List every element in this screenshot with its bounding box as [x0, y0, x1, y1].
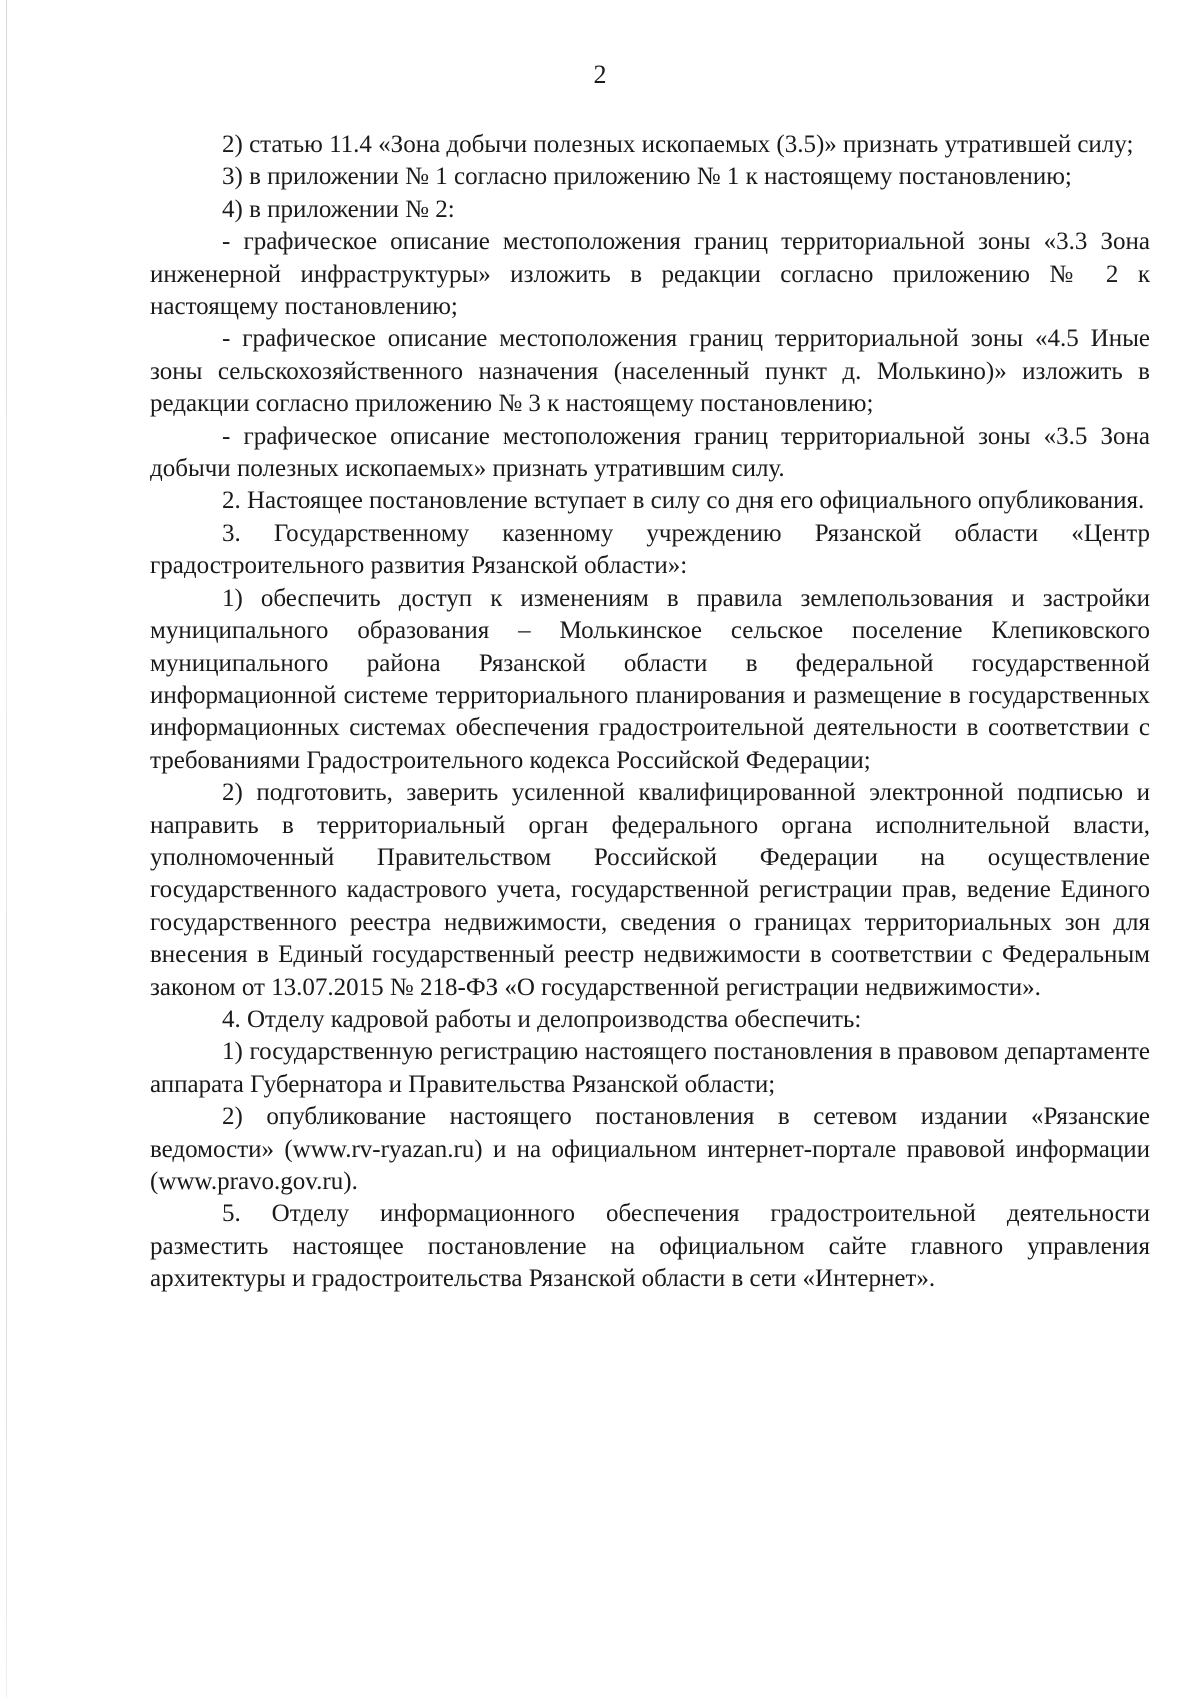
paragraph-item-2: 2. Настоящее постановление вступает в силу со дня его официального опубликования. — [222, 487, 1145, 515]
paragraph-item-4-2: 2) опубликование настоящего постановления в сетевом издании «Рязанские ведомости» (www.rv-ryazan.ru) и на официальном интернет-портале правовой информации (www.pravo.gov.ru). — [150, 1103, 1150, 1195]
paragraph-zone-3-3: - графическое описание местоположения границ территориальной зоны «3.3 Зона инженерной инфраструктуры» изложить в редакции согласно приложению № 2 к настоящему постановлению; — [150, 228, 1150, 321]
page-number: 2 — [593, 60, 607, 89]
paragraph-item-4: 4. Отделу кадровой работы и делопроизводства обеспечить: — [222, 1005, 862, 1033]
document-body — [150, 129, 1150, 1296]
paragraph-item-3: 3. Государственному казенному учреждению Рязанской области «Центр градостроительного развития Рязанской области»: — [150, 519, 1150, 580]
paragraph-item-5: 5. Отделу информационного обеспечения градостроительной деятельности разместить настоящее постановление на официальном сайте главного управления архитектуры и градостроительства Рязанской области в сети «Интернет». — [150, 1200, 1150, 1293]
paragraph-zone-4-5: - графическое описание местоположения границ территориальной зоны «4.5 Иные зоны сельскохозяйственного назначения (населенный пункт д. Молькино)» изложить в редакции согласно приложению № 3 к настоящему постановлению; — [150, 325, 1150, 418]
paragraph-item-3-2: 2) подготовить, заверить усиленной квалифицированной электронной подписью и направить в территориальный орган федерального органа исполнительной власти, уполномоченный Правительством Российской Федерации на осуществление государственного кадастрового учета, государственной регистрации прав, ведение Единого государственного реестра недвижимости, сведения о границах территориальных зон для внесения в Единый государственный реестр недвижимости в соответствии с Федеральным законом от 13.07.2015 № 218-ФЗ «О государственной регистрации недвижимости». — [150, 779, 1150, 1001]
paragraph-zone-3-5: - графическое описание местоположения границ территориальной зоны «3.5 Зона добычи полезных ископаемых» признать утратившим силу. — [150, 422, 1150, 483]
paragraph-item-4-1: 1) государственную регистрацию настоящего постановления в правовом департаменте аппарата Губернатора и Правительства Рязанской области; — [150, 1038, 1150, 1098]
paragraph-item-3-1: 1) обеспечить доступ к изменениям в правила землепользования и застройки муниципального образования – Молькинское сельское поселение Клепиковского муниципального района Рязанской области в федеральной государственной информационной системе территориального планирования и размещение в государственных информационных системах обеспечения градостроительной деятельности в соответствии с требованиями Градостроительного кодекса Российской Федерации; — [150, 584, 1150, 774]
paragraph-appendix-1: 3) в приложении № 1 согласно приложению № 1 к настоящему постановлению; — [222, 163, 1072, 191]
scan-edge — [6, 0, 7, 1697]
paragraph-article-11-4: 2) статью 11.4 «Зона добычи полезных ископаемых (3.5)» признать утратившей силу; — [222, 131, 1134, 158]
paragraph-appendix-2-header: 4) в приложении № 2: — [222, 195, 455, 223]
